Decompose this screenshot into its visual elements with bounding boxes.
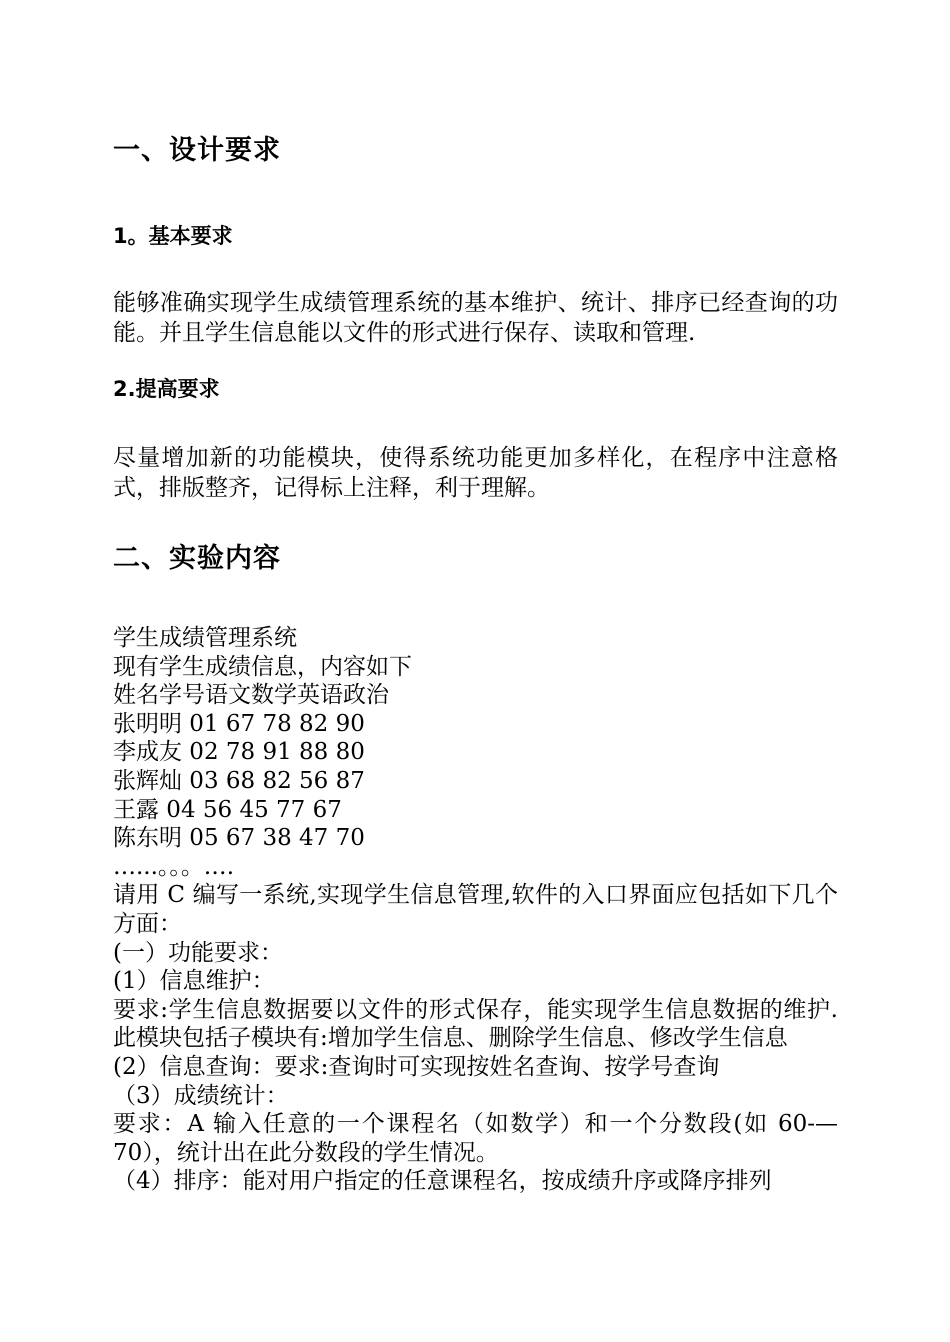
content-line: 学生成绩管理系统	[113, 625, 297, 651]
table-header-line: 姓名学号语文数学英语政治	[113, 682, 389, 709]
content-line: （3）成绩统计：	[113, 1082, 289, 1109]
content-line: 请用 C 编写一系统,实现学生信息管理,软件的入口界面应包括如下几个方面：	[113, 882, 838, 937]
section-heading-design-requirements: 一、设计要求	[113, 135, 281, 166]
content-line: (2）信息查询：要求:查询时可实现按姓名查询、按学号查询	[113, 1053, 720, 1080]
student-record-line: 王露 04 56 45 77 67	[113, 796, 342, 823]
paragraph-basic-requirements: 能够准确实现学生成绩管理系统的基本维护、统计、排序已经查询的功能。并且学生信息能以文件的形式进行保存、读取和管理.	[113, 290, 838, 346]
content-line: 要求：A 输入任意的一个课程名（如数学）和一个分数段(如 60-—70），统计出在此分数段的学生情况。	[113, 1111, 838, 1166]
content-line: (一）功能要求：	[113, 939, 283, 966]
subheading-advanced-requirements: 2.提高要求	[113, 377, 220, 401]
paragraph-advanced-requirements: 尽量增加新的功能模块，使得系统功能更加多样化，在程序中注意格式，排版整齐，记得标上注释，利于理解。	[113, 445, 838, 501]
ellipsis-line: …...。。。.…	[113, 853, 235, 880]
content-line: (1）信息维护：	[113, 968, 275, 995]
subheading-basic-requirements: 1。基本要求	[113, 224, 233, 248]
student-record-line: 张明明 01 67 78 82 90	[113, 710, 365, 737]
student-record-line: 陈东明 05 67 38 47 70	[113, 825, 365, 852]
experiment-content-body	[113, 624, 838, 1196]
student-record-line: 张辉灿 03 68 82 56 87	[113, 767, 365, 794]
content-line: 要求:学生信息数据要以文件的形式保存，能实现学生信息数据的维护.此模块包括子模块有:增加学生信息、删除学生信息、修改学生信息	[113, 996, 838, 1052]
content-line: 现有学生成绩信息，内容如下	[113, 653, 412, 680]
student-record-line: 李成友 02 78 91 88 80	[113, 739, 365, 766]
section-heading-experiment-content: 二、实验内容	[113, 543, 281, 574]
content-line: （4）排序：能对用户指定的任意课程名，按成绩升序或降序排列	[113, 1168, 772, 1195]
